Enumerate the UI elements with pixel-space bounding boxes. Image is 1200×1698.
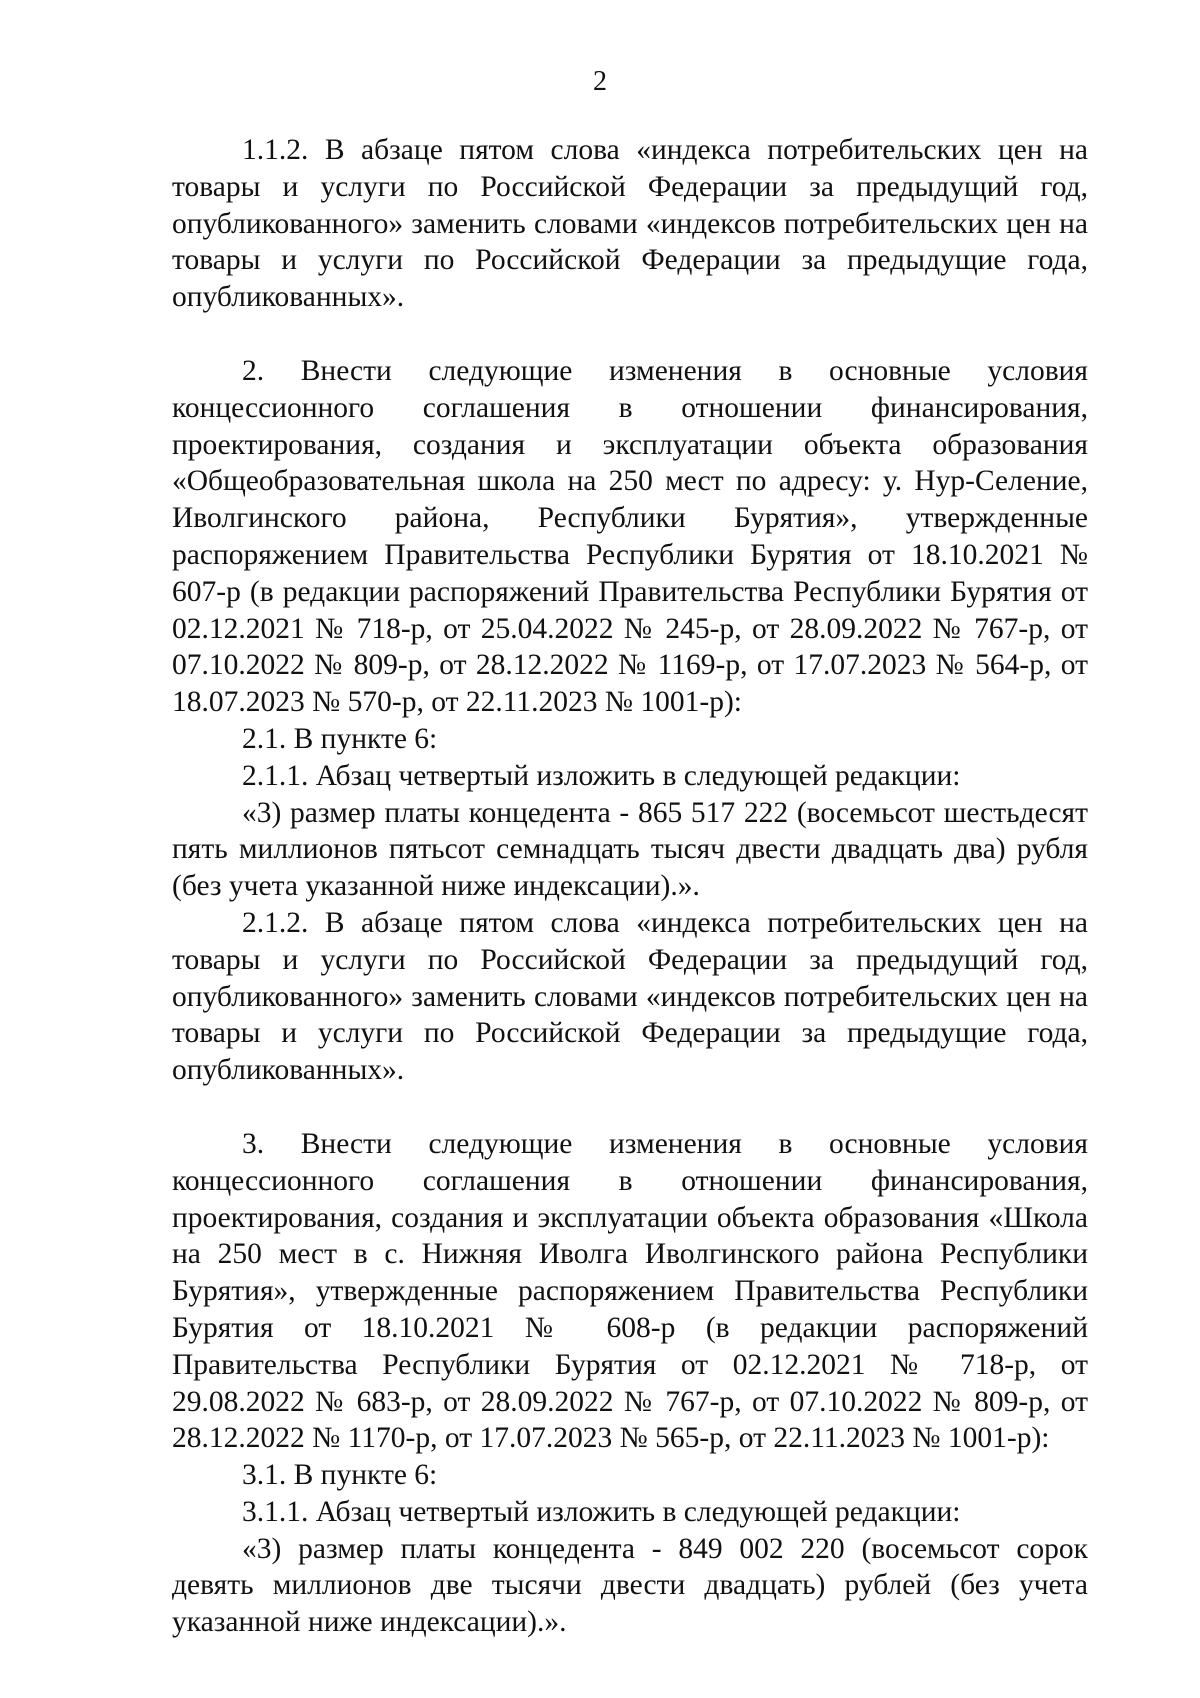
paragraph-2-1-1: 2.1.1. Абзац четвертый изложить в следующей редакции: [242,759,961,792]
paragraph-3-1: 3.1. В пункте 6: [242,1459,438,1492]
paragraph-2: 2. Внести следующие изменения в основные условия концессионного соглашения в отношении финансирования, проектирования, создания и эксплуатации объекта образования «Общеобразовательная школа на 250 мест по адресу: у. Нур-Селение, Иволгинского района, Республики Бурятия», утвержденные распоряжением Правительства Республики Бурятия от 18.10.2021 № 607-р (в редакции распоряжений Правительства Республики Бурятия от 02.12.2021 № 718-р, от 25.04.2022 № 245-р, от 28.09.2022 № 767-р, от 07.10.2022 № 809-р, от 28.12.2022 № 1169-р, от 17.07.2023 № 564-р, от 18.07.2023 № 570-р, от 22.11.2023 № 1001-р): [172,354,1088,719]
page-number: 2 [593,66,607,97]
paragraph-2-1-1-quote: «3) размер платы концедента - 865 517 222 (восемьсот шестьдесят пять миллионов пятьсот семнадцать тысяч двести двадцать два) рубля (без учета указанной ниже индексации).». [172,796,1088,903]
paragraph-3-1-1-quote: «3) размер платы концедента - 849 002 220 (восемьсот сорок девять миллионов две тысячи двести двадцать) рублей (без учета указанной ниже индексации).». [172,1532,1088,1639]
paragraph-3-1-1: 3.1.1. Абзац четвертый изложить в следующей редакции: [242,1495,961,1528]
paragraph-3: 3. Внести следующие изменения в основные условия концессионного соглашения в отношении финансирования, проектирования, создания и эксплуатации объекта образования «Школа на 250 мест в с. Нижняя Иволга Иволгинского района Республики Бурятия», утвержденные распоряжением Правительства Республики Бурятия от 18.10.2021 № 608-р (в редакции распоряжений Правительства Республики Бурятия от 02.12.2021 № 718-р, от 29.08.2022 № 683-р, от 28.09.2022 № 767-р, от 07.10.2022 № 809-р, от 28.12.2022 № 1170-р, от 17.07.2023 № 565-р, от 22.11.2023 № 1001-р): [172,1127,1088,1455]
paragraph-1-1-2: 1.1.2. В абзаце пятом слова «индекса потребительских цен на товары и услуги по Российской Федерации за предыдущий год, опубликованного» заменить словами «индексов потребительских цен на товары и услуги по Российской Федерации за предыдущие года, опубликованных». [172,134,1088,314]
paragraph-2-1-2: 2.1.2. В абзаце пятом слова «индекса потребительских цен на товары и услуги по Российской Федерации за предыдущий год, опубликованного» заменить словами «индексов потребительских цен на товары и услуги по Российской Федерации за предыдущие года, опубликованных». [172,906,1088,1087]
document-body [172,132,1088,1641]
paragraph-2-1: 2.1. В пункте 6: [242,722,438,755]
